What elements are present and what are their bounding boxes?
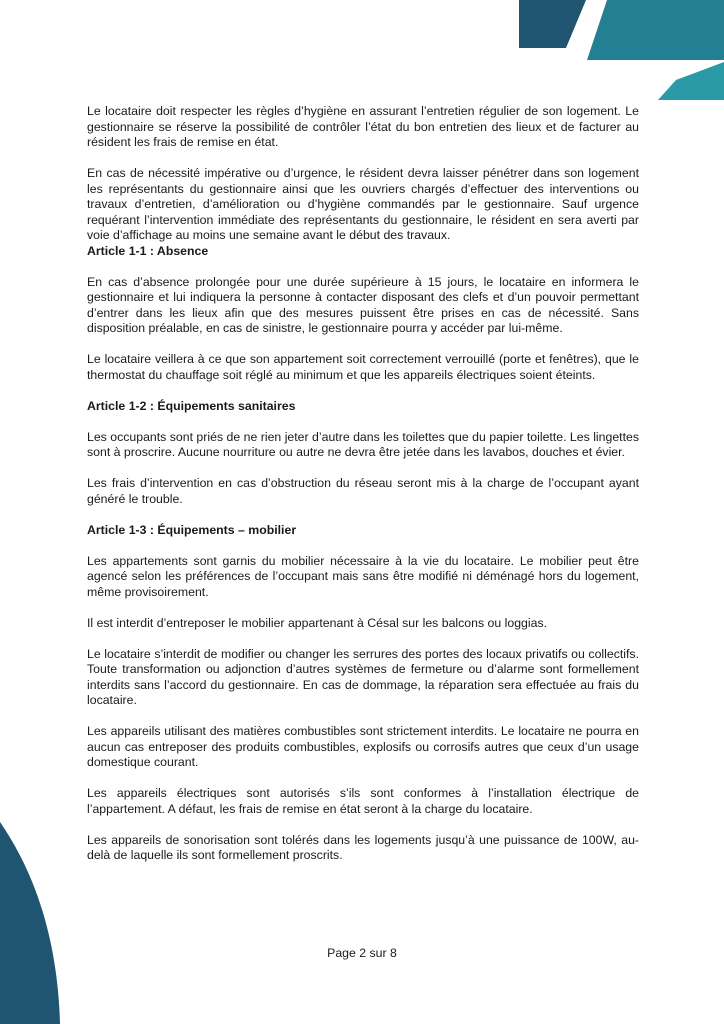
paragraph-absence-prolongee: En cas d’absence prolongée pour une durée supérieure à 15 jours, le locataire en informera le gestionnaire et lui indiquera la personne à contacter disposant des clefs et d’un pouvoir permettant d’entrer dans les lieux afin que des mesures puissent être prises en cas de nécessité. Sans disposition préalable, en cas de sinistre, le gestionnaire pourra y accéder par lui-même.	[87, 274, 639, 335]
top-right-mid-band	[587, 0, 724, 60]
top-right-light-band	[658, 62, 724, 100]
paragraph-hygiene: Le locataire doit respecter les règles d’hygiène en assurant l’entretien régulier de son logement. Le gestionnaire se réserve la possibilité de contrôler l’état du bon entretien des lieux et de facturer au résident les frais de remise en état.	[87, 104, 639, 149]
bottom-left-arc	[0, 822, 60, 1024]
paragraph-sonorisation: Les appareils de sonorisation sont tolérés dans les logements jusqu’à une puissance de 100W, au-delà de laquelle ils sont formellement proscrits.	[87, 832, 639, 862]
paragraph-urgence: En cas de nécessité impérative ou d’urgence, le résident devra laisser pénétrer dans son logement les représentants du gestionnaire ainsi que les ouvriers chargés d’effectuer des interventions ou travaux d’entretien, d’amélioration ou d’hygiène commandés par le gestionnaire. Sauf urgence requérant l’intervention immédiate des représentants du gestionnaire, le résident en sera averti par voie d’affichage au moins une semaine avant le début des travaux.	[87, 166, 639, 242]
heading-article-1-3: Article 1-3 : Équipements – mobilier	[87, 522, 297, 537]
paragraph-obstruction: Les frais d’intervention en cas d’obstruction du réseau seront mis à la charge de l’occupant ayant généré le trouble.	[87, 476, 639, 506]
paragraph-verrouillage: Le locataire veillera à ce que son appartement soit correctement verrouillé (porte et fenêtres), que le thermostat du chauffage soit réglé au minimum et que les appareils électriques soient éteints.	[87, 352, 639, 382]
paragraph-electriques: Les appareils électriques sont autorisés s’ils sont conformes à l’installation électrique de l’appartement. A défaut, les frais de remise en état seront à la charge du locataire.	[87, 786, 639, 816]
document-body	[87, 104, 639, 879]
paragraph-combustibles: Les appareils utilisant des matières combustibles sont strictement interdits. Le locataire ne pourra en aucun cas entreposer des produits combustibles, explosifs ou corrosifs autres que ceux d’un usage domestique courant.	[87, 724, 639, 769]
heading-article-1-1: Article 1-1 : Absence	[87, 243, 209, 258]
top-right-dark-band	[519, 0, 586, 48]
paragraph-toilettes: Les occupants sont priés de ne rien jeter d’autre dans les toilettes que du papier toilette. Les lingettes sont à proscrire. Aucune nourriture ou autre ne devra être jetée dans les lavabos, douches et évier.	[87, 429, 639, 459]
heading-article-1-2: Article 1-2 : Équipements sanitaires	[87, 398, 296, 413]
paragraph-serrures: Le locataire s’interdit de modifier ou changer les serrures des portes des locaux privatifs ou collectifs. Toute transformation ou adjonction d’autres systèmes de fermeture ou d’alarme sont formellement interdits sans l’accord du gestionnaire. En cas de dommage, la réparation sera effectuée au frais du locataire.	[87, 646, 639, 707]
paragraph-balcons: Il est interdit d’entreposer le mobilier appartenant à Césal sur les balcons ou loggias.	[87, 615, 548, 630]
page-number: Page 2 sur 8	[327, 946, 397, 960]
paragraph-mobilier: Les appartements sont garnis du mobilier nécessaire à la vie du locataire. Le mobilier peut être agencé selon les préférences de l’occupant mais sans être modifié ni déménagé hors du logement, même provisoirement.	[87, 553, 639, 599]
